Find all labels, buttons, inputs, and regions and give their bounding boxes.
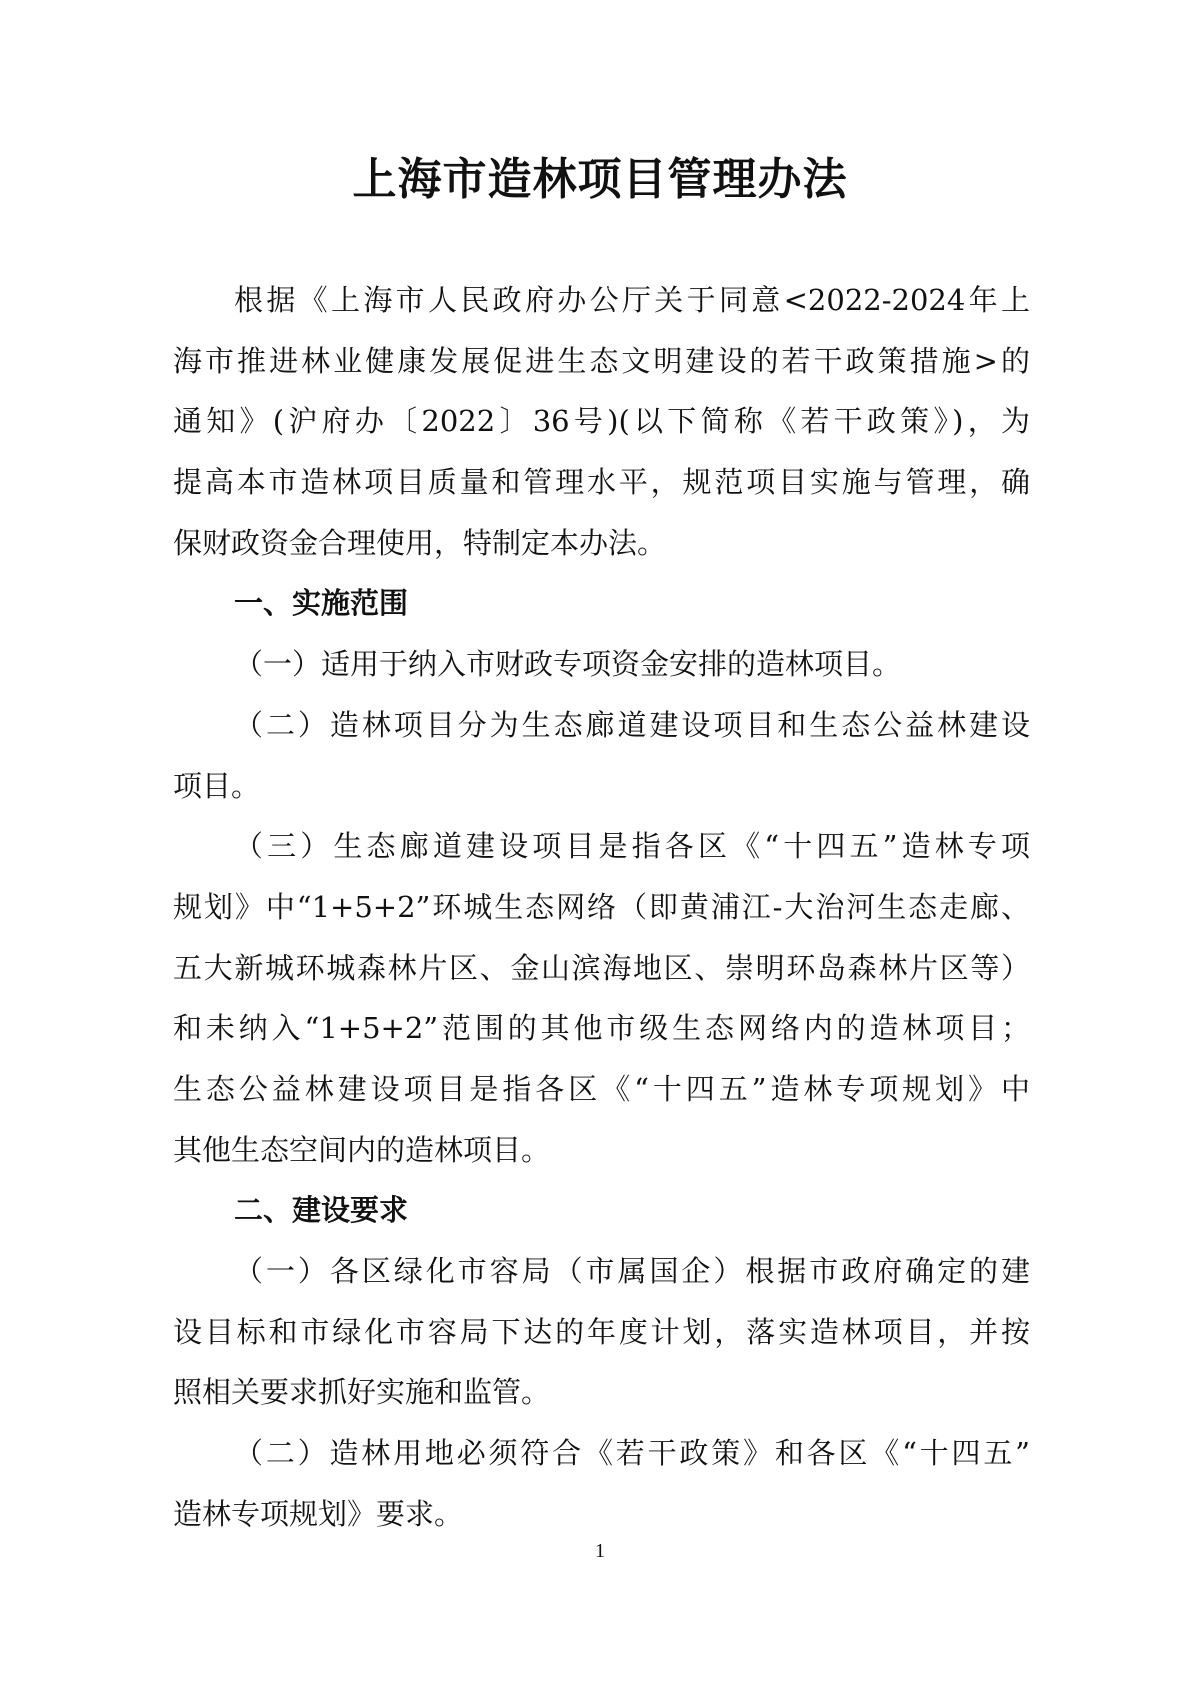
text-line: 保财政资金合理使用，特制定本办法。 <box>173 525 667 560</box>
paragraph <box>173 1241 1030 1423</box>
section-heading <box>173 1180 1030 1241</box>
text-line: 造林专项规划》要求。 <box>173 1496 464 1531</box>
text-line: 通知》(沪府办〔2022〕36号)(以下简称《若干政策》)，为 <box>173 404 1030 439</box>
page-number: 1 <box>595 1540 605 1562</box>
text-line: （二）造林项目分为生态廊道建设项目和生态公益林建设 <box>234 707 1030 742</box>
paragraph <box>173 695 1030 816</box>
document-body <box>173 270 1030 1544</box>
text-line: 根据《上海市人民政府办公厅关于同意<2022-2024年上 <box>234 283 1030 317</box>
text-line: 其他生态空间内的造林项目。 <box>173 1132 551 1167</box>
text-line: 五大新城环城森林片区、金山滨海地区、崇明环岛森林片区等） <box>173 950 1030 985</box>
text-line: 规划》中“1+5+2”环城生态网络（即黄浦江-大治河生态走廊、 <box>173 889 1030 924</box>
text-line: 设目标和市绿化市容局下达的年度计划，落实造林项目，并按 <box>173 1314 1030 1349</box>
paragraph <box>173 816 1030 1180</box>
text-line: 和未纳入“1+5+2”范围的其他市级生态网络内的造林项目； <box>173 1011 1030 1046</box>
text-line: （三）生态廊道建设项目是指各区《“十四五”造林专项 <box>234 829 1030 864</box>
paragraph <box>173 1423 1030 1544</box>
text-line: （一）适用于纳入市财政专项资金安排的造林项目。 <box>234 647 902 682</box>
text-line: （一）各区绿化市容局（市属国企）根据市政府确定的建 <box>234 1254 1030 1288</box>
section-heading <box>173 573 1030 634</box>
text-line: （二）造林用地必须符合《若干政策》和各区《“十四五” <box>234 1436 1030 1471</box>
text-line: 照相关要求抓好实施和监管。 <box>173 1375 551 1410</box>
text-line: 一、实施范围 <box>234 586 409 621</box>
text-line: 提高本市造林项目质量和管理水平，规范项目实施与管理，确 <box>173 465 1030 500</box>
text-line: 二、建设要求 <box>234 1193 409 1228</box>
paragraph <box>173 270 1030 573</box>
text-line: 海市推进林业健康发展促进生态文明建设的若干政策措施>的 <box>173 343 1030 378</box>
text-line: 项目。 <box>173 768 261 803</box>
paragraph <box>173 634 1030 695</box>
text-line: 生态公益林建设项目是指各区《“十四五”造林专项规划》中 <box>173 1071 1030 1106</box>
document-title: 上海市造林项目管理办法 <box>352 154 848 205</box>
